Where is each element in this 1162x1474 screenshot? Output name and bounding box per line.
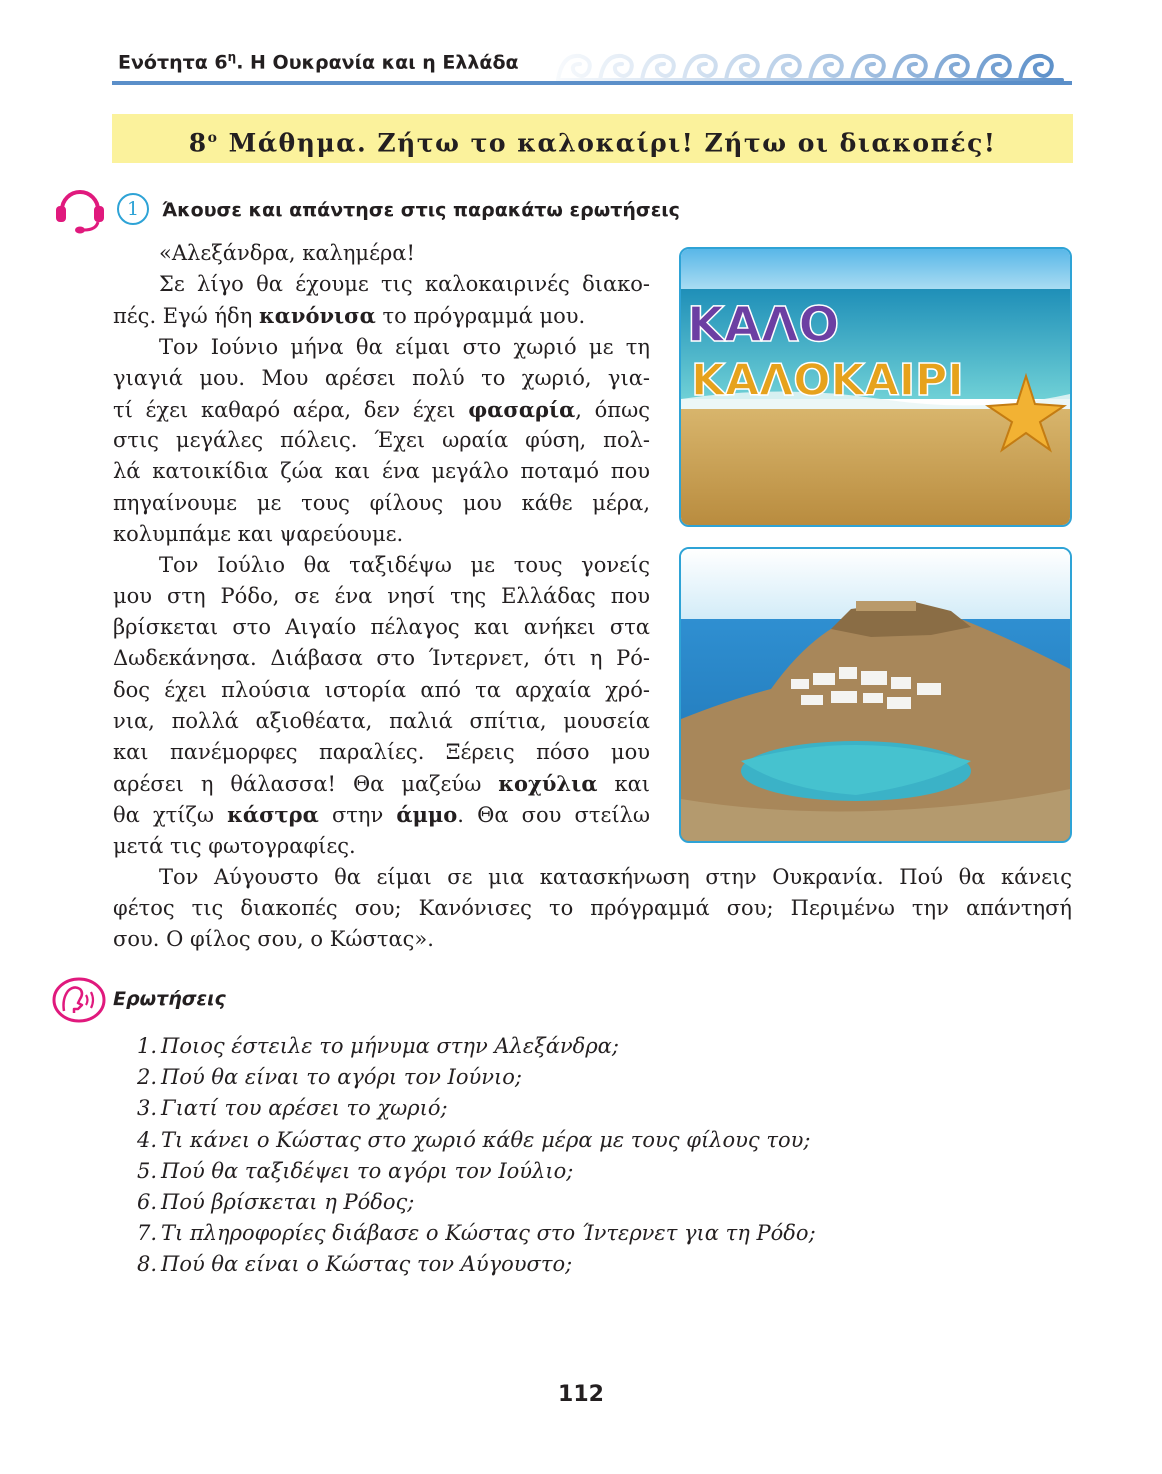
keyword: κοχύλια xyxy=(498,771,598,797)
question-item: 5. Πού θα ταξιδέψει το αγόρι τον Ιούλιο; xyxy=(137,1158,574,1183)
letter-line: Σε λίγο θα έχουμε τις καλοκαιρινές διακο- xyxy=(159,272,650,297)
question-item: 7. Τι πληροφορίες διάβασε ο Κώστας στο Ίντερνετ για τη Ρόδο; xyxy=(137,1221,816,1246)
letter-line: Τον Ιούνιο μήνα θα είμαι στο χωριό με τη xyxy=(159,334,650,359)
letter-line: και πανέμορφες παραλίες. Ξέρεις πόσο μου xyxy=(113,740,650,764)
unit-title: Ενότητα $6^\eta$. Η Ουκρανία και η Ελλάδα xyxy=(118,50,519,74)
letter-line: θα χτίζω κάστρα στην άμμο. Θα σου στείλω xyxy=(113,802,650,828)
keyword: φασαρία xyxy=(468,396,576,422)
keyword: κανόνισα xyxy=(258,303,376,329)
letter-line: κολυμπάμε και ψαρεύουμε. xyxy=(113,521,404,546)
question-item: 6. Πού βρίσκεται η Ρόδος; xyxy=(137,1189,415,1214)
question-item: 4. Τι κάνει ο Κώστας στο χωριό κάθε μέρα με τους φίλους του; xyxy=(137,1127,811,1152)
page-header xyxy=(112,44,1072,86)
questions-list xyxy=(137,1031,816,1281)
headphones-icon xyxy=(52,180,108,236)
question-item: 3. Γιατί του αρέσει το χωριό; xyxy=(137,1096,448,1121)
question-item: 8. Πού θα είναι ο Κώστας τον Αύγουστο; xyxy=(137,1252,573,1277)
photo-rhodes-lindos xyxy=(679,547,1072,843)
letter-line: φέτος τις διακοπές σου; Κανόνισες το πρόγραμμά σου; Περιμένω την απάντησή xyxy=(113,895,1072,920)
letter-line: «Αλεξάνδρα, καλημέρα! xyxy=(159,241,415,265)
summer-text-line1: ΚΑΛΟ xyxy=(687,297,840,353)
letter-line: νια, πολλά αξιοθέατα, παλιά σπίτια, μουσεία xyxy=(113,708,650,733)
header-rule xyxy=(112,81,1072,85)
letter-line: Δωδεκάνησα. Διάβασα στο Ίντερνετ, ότι η Ρό- xyxy=(113,646,650,671)
letter-line: πηγαίνουμε με τους φίλους μου κάθε μέρα, xyxy=(113,490,650,515)
letter-line: τί έχει καθαρό αέρα, δεν έχει φασαρία, όπως xyxy=(113,396,650,422)
photo-summer-beach xyxy=(679,247,1072,527)
letter-line: Τον Ιούλιο θα ταξιδέψω με τους γονείς xyxy=(159,552,650,577)
letter-line: μου στη Ρόδο, σε ένα νησί της Ελλάδας που xyxy=(113,584,650,609)
keyword: άμμο xyxy=(396,802,458,828)
keyword: κάστρα xyxy=(227,802,319,828)
greek-wave-ornament xyxy=(552,48,1072,84)
letter-line: Τον Αύγουστο θα είμαι σε μια κατασκήνωση στην Ουκρανία. Πού θα κάνεις xyxy=(159,864,1072,889)
exercise-number-badge: 1 xyxy=(117,193,149,225)
questions-heading: Ερωτήσεις xyxy=(113,988,226,1010)
exercise-instruction: Άκουσε και απάντησε στις παρακάτω ερωτήσεις xyxy=(162,199,680,221)
letter-line: μετά τις φωτογραφίες. xyxy=(113,833,356,858)
lesson-title-banner: $8^o$ Μάθημα. Ζήτω το καλοκαίρι! Ζήτω οι διακοπές! xyxy=(112,114,1073,163)
letter-line: στις μεγάλες πόλεις. Έχει ωραία φύση, πολ- xyxy=(113,428,650,453)
letter-line: αρέσει η θάλασσα! Θα μαζεύω κοχύλια και xyxy=(113,771,650,797)
letter-line: γιαγιά μου. Μου αρέσει πολύ το χωριό, για- xyxy=(113,365,650,390)
letter-line: σου. Ο φίλος σου, ο Κώστας». xyxy=(113,927,434,952)
letter-line: λά κατοικίδια ζώα και ένα μεγάλο ποταμό που xyxy=(113,459,650,484)
question-item: 1. Ποιος έστειλε το μήνυμα στην Αλεξάνδρα; xyxy=(137,1034,619,1058)
question-item: 2. Πού θα είναι το αγόρι τον Ιούνιο; xyxy=(137,1065,522,1090)
speech-icon xyxy=(52,977,106,1023)
letter-line: δος έχει πλούσια ιστορία από τα αρχαία χρό- xyxy=(113,677,650,702)
letter-line: βρίσκεται στο Αιγαίο πέλαγος και ανήκει στα xyxy=(113,615,650,640)
page-number: 112 xyxy=(558,1382,604,1407)
letter-line: πές. Εγώ ήδη κανόνισα το πρόγραμμά μου. xyxy=(113,303,586,329)
summer-text-line2: ΚΑΛΟΚΑΙΡΙ xyxy=(691,355,964,406)
